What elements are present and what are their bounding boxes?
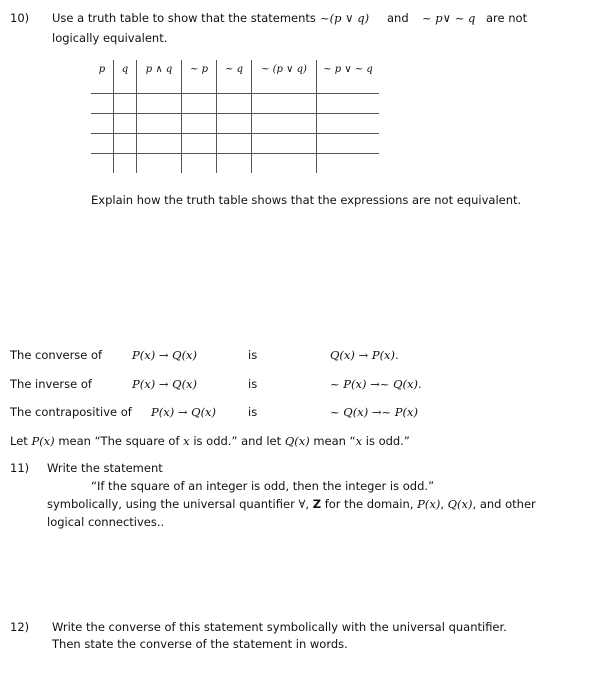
question-11-text: Write the statement: [47, 461, 163, 475]
forall-symbol: ∀: [298, 497, 306, 511]
header-not-p-or-q: ~ (p ∨ q): [252, 60, 317, 78]
question-11-quote: “If the square of an integer is odd, then the integer is odd.”: [91, 479, 435, 493]
question-12-line-1: Write the converse of this statement symbolically with the universal quantifier.: [52, 620, 507, 634]
question-12-line-2: Then state the converse of the statement in words.: [52, 637, 348, 651]
q11-text-a: symbolically, using the universal quantifier: [47, 497, 295, 511]
expression-2: ~ p∨ ~ q: [422, 11, 476, 25]
question-10-number: 10): [10, 11, 30, 25]
header-p: p: [98, 63, 106, 75]
q11-text-d: , and other: [472, 497, 536, 511]
question-12-number: 12): [10, 620, 30, 634]
let-text-1: Let: [10, 434, 28, 448]
contrapositive-label: The contrapositive of: [10, 405, 132, 419]
let-x-1: x: [183, 434, 190, 448]
q11-comma-2: ,: [440, 497, 444, 511]
q11-text-c: for the domain,: [324, 497, 414, 511]
contrapositive-result: ~ Q(x) →~ P(x): [330, 405, 418, 419]
contrapositive-statement: P(x) → Q(x): [151, 405, 217, 419]
table-row: [91, 94, 379, 114]
header-not-q: ~ q: [217, 60, 252, 78]
contrapositive-is: is: [248, 405, 258, 419]
q11-comma-1: ,: [305, 497, 310, 511]
let-text-5: is odd.”: [365, 434, 410, 448]
header-p-and-q: p ∧ q: [137, 60, 182, 78]
header-q: q: [114, 60, 137, 78]
integers-symbol: Z: [312, 497, 322, 511]
explain-prompt: Explain how the truth table shows that the expressions are not equivalent.: [91, 193, 522, 207]
question-10-line-2: logically equivalent.: [52, 31, 168, 45]
and-word: and: [387, 11, 409, 25]
converse-result: Q(x) → P(x).: [330, 348, 399, 362]
inverse-statement: P(x) → Q(x): [132, 377, 198, 391]
q11-p-of-x: P(x): [417, 497, 441, 511]
let-text-2: mean “The square of: [58, 434, 180, 448]
header-not-p-or-not-q: ~ p ∨ ~ q: [317, 60, 380, 78]
converse-is: is: [248, 348, 258, 362]
question-11-number: 11): [10, 461, 30, 475]
table-row: [91, 78, 379, 94]
question-10-text: Use a truth table to show that the statements: [52, 11, 316, 25]
let-x-2: x: [355, 434, 363, 448]
converse-label: The converse of: [10, 348, 103, 362]
let-p-of-x: P(x): [31, 434, 55, 448]
question-10-text-end: are not: [486, 11, 528, 25]
converse-statement: P(x) → Q(x): [132, 348, 198, 362]
table-row: [91, 114, 379, 134]
question-11-line-3: [47, 497, 536, 511]
inverse-label: The inverse of: [10, 377, 92, 391]
let-text-4: mean “: [313, 434, 356, 448]
table-row: [91, 134, 379, 154]
let-q-of-x: Q(x): [284, 434, 310, 448]
question-11-line-4: logical connectives..: [47, 515, 165, 529]
let-statement: [10, 434, 410, 448]
let-text-3: is odd.” and let: [193, 434, 282, 448]
q11-q-of-x: Q(x): [447, 497, 473, 511]
truth-table: [91, 60, 379, 173]
inverse-is: is: [248, 377, 258, 391]
header-not-p: ~ p: [182, 60, 217, 78]
inverse-result: ~ P(x) →~ Q(x).: [330, 377, 422, 391]
expression-1: ~(p ∨ q): [320, 11, 370, 25]
table-row: [91, 154, 379, 174]
